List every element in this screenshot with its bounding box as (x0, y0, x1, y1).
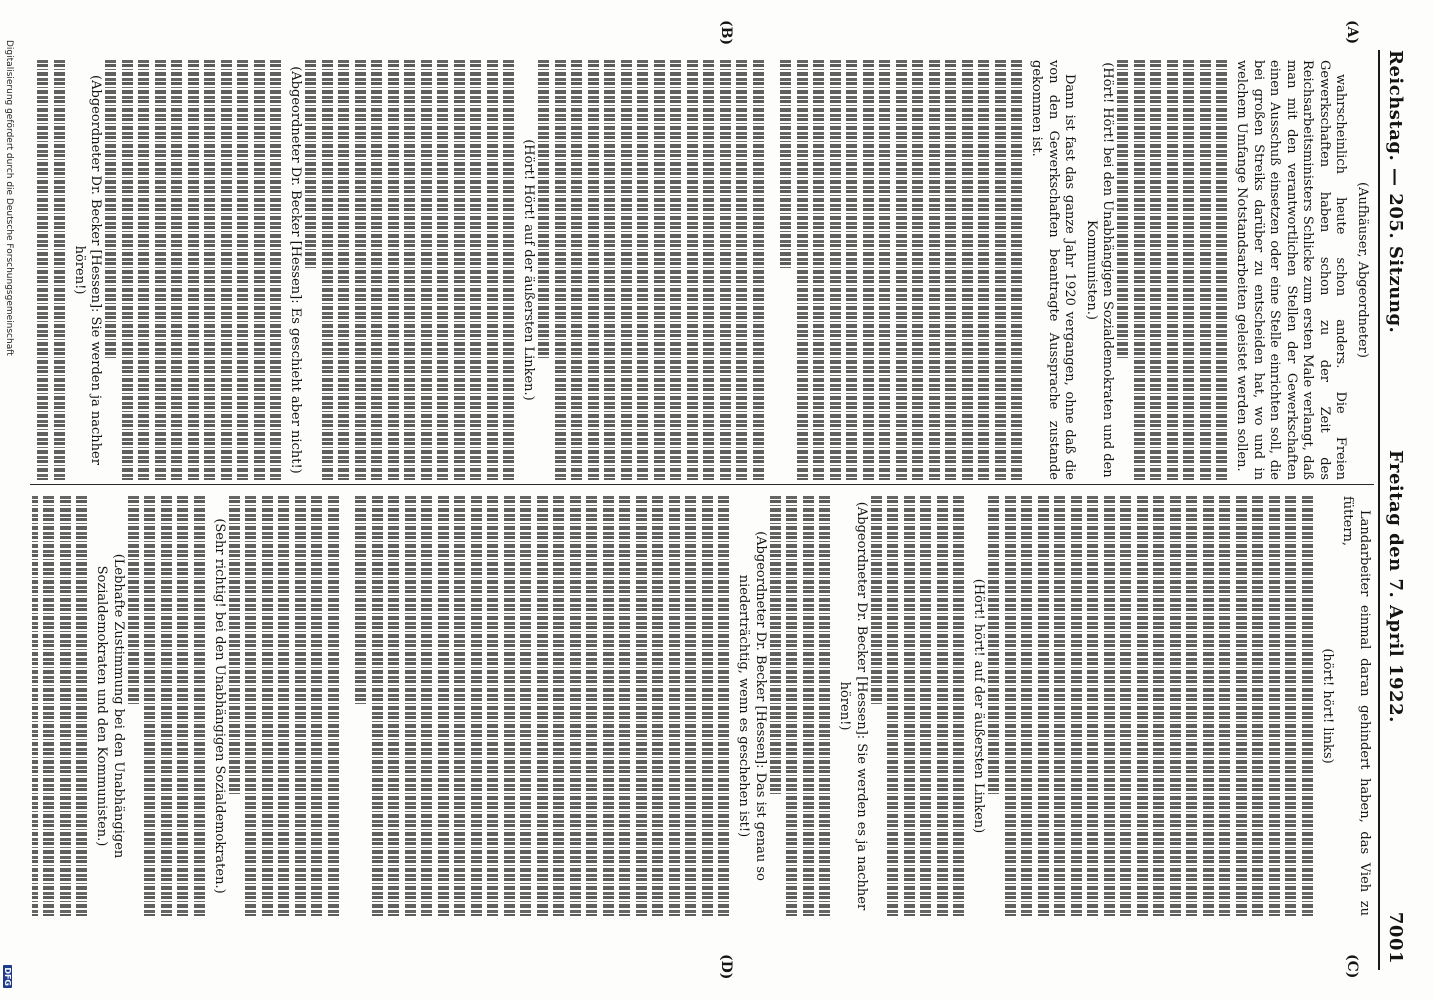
paragraph: Landarbeiter einmal daran gehindert haben, das Vieh zu füttern, (1340, 496, 1372, 916)
header-rule (1378, 50, 1380, 970)
margin-letter-d: (D) (718, 954, 734, 980)
header-session: Reichstag. — 205. Sitzung. (1385, 50, 1406, 334)
interjection: (Abgeordneter Dr. Becker [Hessen]: Sie werden ja nachher hören!) (72, 75, 104, 465)
interjection: (Hört! hört! auf der äußersten Linken) (971, 578, 987, 834)
interjection: (Hört! Hört! auf der äußersten Linken.) (521, 139, 537, 401)
digitization-credit: Digitalisierung gefördert durch die Deutsche Forschungsgemeinschaft (4, 40, 14, 356)
interjection: (Abgeordneter Dr. Becker [Hessen]: Sie werden es ja nachher hören!) (837, 501, 869, 911)
interjection: (Sehr richtig! bei den Unabhängigen Sozialdemokraten.) (212, 518, 227, 894)
text-column-left (32, 60, 1372, 480)
interjection: (Lebhafte Zustimmung bei den Unabhängigen Sozialdemokraten und den Kommunisten.) (94, 553, 126, 859)
page-header (1382, 50, 1406, 970)
column-divider (30, 484, 1374, 485)
dfg-logo: DFG (3, 967, 12, 986)
paragraph: wahrscheinlich heute schon anders. Die Freien Gewerkschaften haben schon zu der Zeit des Reichsarbeitsministers Schlicke zum ersten Male verlangt, daß man mit den verantwortlichen Stellen der Gewerkschaften einen Ausschuß einsetzen oder eine Stelle einrichten soll, die bei großen Streiks darüber zu entscheiden hat, wo und in welchem Umfange Notstandsarbeiten geleistet werden sollen. (1234, 60, 1349, 480)
margin-letter-a: (A) (1344, 20, 1360, 45)
margin-letter-b: (B) (718, 20, 734, 46)
header-page-number: 7001 (1385, 911, 1406, 964)
interjection: (hört! hört! links) (1320, 648, 1335, 764)
interjection: (Hört! Hört! bei den Unabhängigen Sozialdemokraten und den Kommunisten.) (1084, 62, 1116, 478)
text-column-right (32, 496, 1372, 916)
interjection: (Abgeordneter Dr. Becker [Hessen]: Es geschieht aber nicht!) (288, 66, 304, 474)
margin-letter-c: (C) (1344, 954, 1360, 979)
header-date: Freitag den 7. April 1922. (1385, 450, 1406, 723)
interjection: (Abgeordneter Dr. Becker [Hessen]: Das ist genau so niederträchtig, wenn es geschehen ist!) (736, 531, 768, 881)
speaker-label: (Aufhäuser, Abgeordneter) (1355, 182, 1370, 358)
paragraph: Dann ist fast das ganze Jahr 1920 vergangen, ohne daß die von den Gewerkschaften beantragte Aussprache zustande gekommen ist. (1029, 60, 1078, 480)
